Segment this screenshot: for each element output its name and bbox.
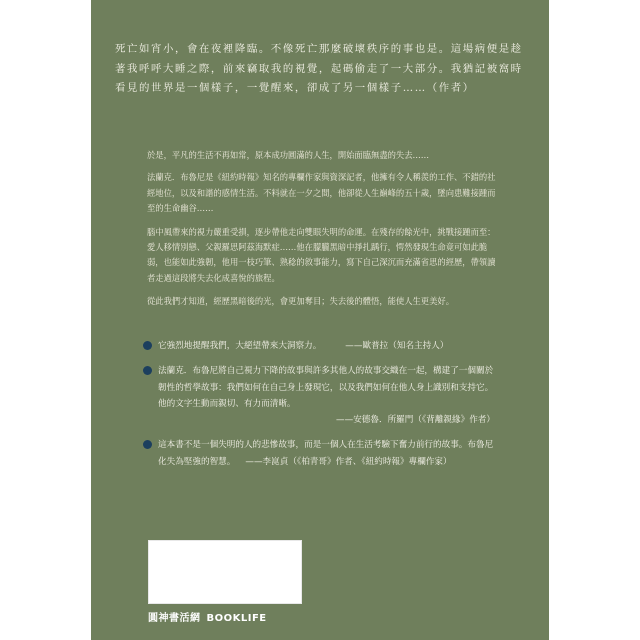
publisher-name-chinese: 圓神書活網	[148, 613, 201, 624]
bullet-icon	[143, 341, 152, 350]
book-back-cover	[91, 0, 549, 640]
synopsis	[147, 148, 503, 318]
synopsis-paragraph: 法蘭克．布魯尼是《紐約時報》知名的專欄作家與資深記者，他擁有令人稱羨的工作、不錯的社經地位，以及和諧的感情生活。不料就在一夕之間，他卻從人生巔峰的五十歲，墜向患難接踵而至的生命幽谷……	[147, 172, 496, 214]
publisher-name-english: BOOKLIFE	[206, 613, 267, 624]
endorsement	[143, 363, 495, 428]
barcode-area	[148, 540, 302, 604]
endorsement-text: 法蘭克．布魯尼將自己視力下降的故事與許多其他人的故事交織在一起，構建了一個關於韌性的哲學故事：我們如何在自己身上發現它，以及我們如何在他人身上識別和支持它。他的文字生動而親切、有力而清晰。	[158, 366, 494, 409]
endorsement-text: 這本書不是一個失明的人的悲慘故事，而是一個人在生活考驗下奮力前行的故事。布魯尼化失為堅強的智慧。	[158, 440, 494, 467]
synopsis-paragraph: 從此我們才知道，經歷黑暗後的光，會更加奪目；失去後的體悟，能使人生更美好。	[147, 296, 454, 307]
endorsement-attribution: ——安德魯．所羅門（《背離親緣》作者）	[336, 415, 495, 426]
endorsements	[143, 338, 495, 470]
synopsis-paragraph: 腦中風帶來的視力嚴重受損，逐步帶他走向雙眼失明的命運。在殘存的餘光中，挑戰接踵而至：愛人移情別戀、父親羅思阿茲海默症……他在朦朧黑暗中掙扎踽行，愕然發現生命竟可如此脆弱，也能如此強韌，他用一枝巧筆、熟稔的敘事能力，寫下自己深沉而充滿省思的經歷，帶領讀者走過這段將失去化成喜悅的旅程。	[147, 226, 496, 283]
bullet-icon	[143, 440, 152, 449]
endorsement	[143, 437, 495, 470]
publisher-logo	[148, 609, 267, 624]
endorsement-attribution: ——李崑貞（《柏青哥》作者、《紐約時報》專欄作家）	[245, 456, 452, 467]
bullet-icon	[143, 366, 152, 375]
endorsement	[143, 338, 495, 354]
synopsis-paragraph: 於是，平凡的生活不再如常，原本成功圓滿的人生，開始面臨無盡的失去……	[147, 150, 430, 160]
endorsement-text: 它強烈地提醒我們，大絕望帶來大洞察力。	[158, 341, 322, 351]
endorsement-attribution: ——歐普拉（知名主持人）	[345, 341, 449, 351]
opening-quote: 死亡如宵小，會在夜裡降臨。不像死亡那麼破壞秩序的事也是。這場病便是趁著我呼呼大睡之際，前來竊取我的視覺，起碼偷走了一大部分。我猶記被窩時看見的世界是一個樣子，一覺醒來，卻成了另一個樣子……（作者）	[115, 43, 523, 94]
